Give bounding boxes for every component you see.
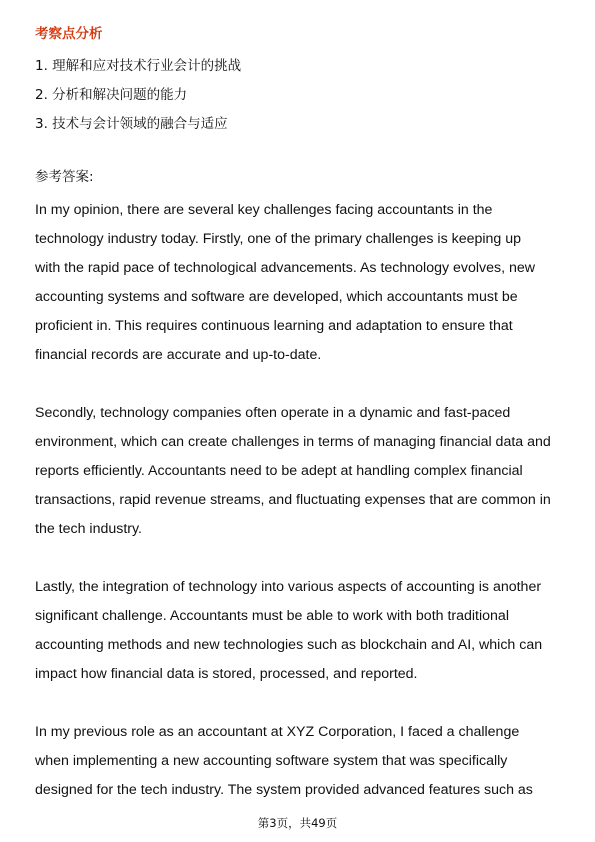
answer-label: 参考答案: <box>35 169 94 185</box>
analysis-points-list <box>35 52 241 139</box>
answer-paragraph-3 <box>35 573 563 689</box>
answer-body <box>35 196 563 834</box>
text-line: Lastly, the integration of technology into various aspects of accounting is another <box>35 579 542 595</box>
text-line: reports efficiently. Accountants need to be adept at handling complex financial <box>35 463 523 479</box>
text-line: Secondly, technology companies often operate in a dynamic and fast-paced <box>35 405 511 421</box>
text-line: impact how financial data is stored, processed, and reported. <box>35 666 418 682</box>
text-line: designed for the tech industry. The system provided advanced features such as <box>35 782 533 798</box>
text-line: technology industry today. Firstly, one of the primary challenges is keeping up <box>35 231 522 247</box>
answer-paragraph-2 <box>35 399 563 544</box>
text-line: accounting systems and software are developed, which accountants must be <box>35 289 518 305</box>
analysis-heading: 考察点分析 <box>35 26 103 42</box>
analysis-point: 2. 分析和解决问题的能力 <box>35 87 188 103</box>
text-line: when implementing a new accounting software system that was specifically <box>35 753 508 769</box>
text-line: the tech industry. <box>35 521 142 537</box>
analysis-point: 1. 理解和应对技术行业会计的挑战 <box>35 58 242 74</box>
text-line: financial records are accurate and up-to-date. <box>35 347 322 363</box>
text-line: proficient in. This requires continuous learning and adaptation to ensure that <box>35 318 513 334</box>
text-line: transactions, rapid revenue streams, and fluctuating expenses that are common in <box>35 492 551 508</box>
analysis-point: 3. 技术与会计领域的融合与适应 <box>35 116 228 132</box>
text-line: environment, which can create challenges in terms of managing financial data and <box>35 434 551 450</box>
text-line: In my opinion, there are several key challenges facing accountants in the <box>35 202 493 218</box>
text-line: significant challenge. Accountants must be able to work with both traditional <box>35 608 509 624</box>
page-number-footer: 第3页，共49页 <box>257 816 338 830</box>
answer-paragraph-4 <box>35 718 563 805</box>
answer-paragraph-1 <box>35 196 563 370</box>
text-line: with the rapid pace of technological advancements. As technology evolves, new <box>35 260 536 276</box>
text-line: In my previous role as an accountant at XYZ Corporation, I faced a challenge <box>35 724 520 740</box>
text-line: accounting methods and new technologies such as blockchain and AI, which can <box>35 637 543 653</box>
